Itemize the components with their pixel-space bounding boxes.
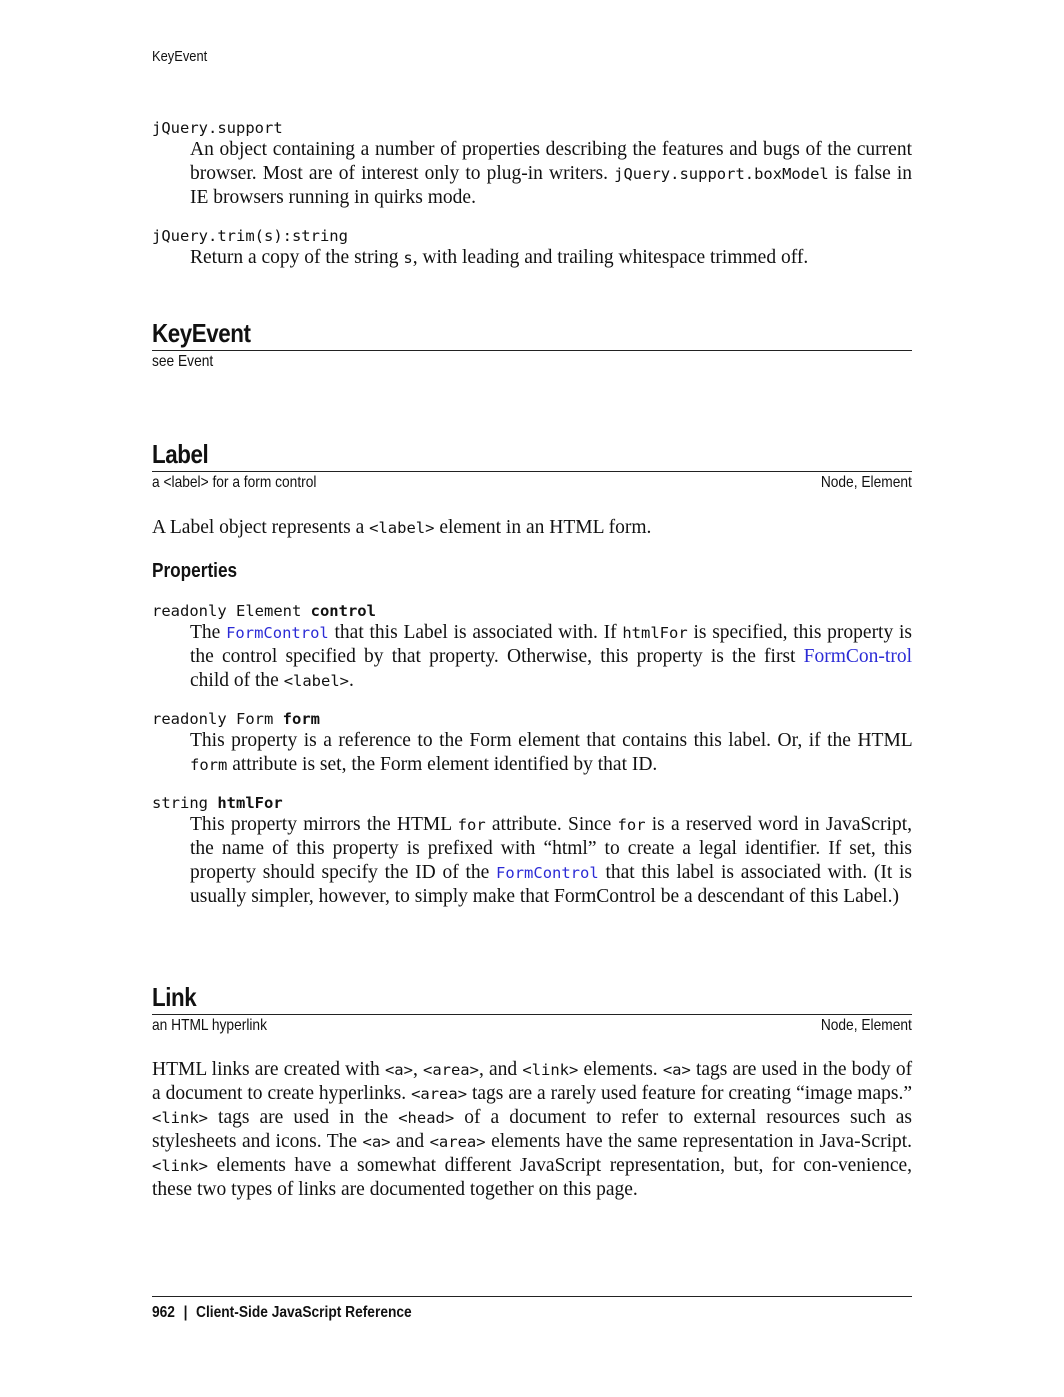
property-form [152, 709, 912, 777]
term-jquery-support: jQuery.support [152, 119, 283, 137]
formcontrol-link[interactable]: FormControl [496, 864, 599, 882]
section-subtitle: see Event [152, 353, 214, 370]
section-title-link: Link [152, 982, 197, 1012]
property-htmlfor [152, 793, 912, 909]
footer-separator: | [183, 1304, 188, 1321]
property-definition: This property mirrors the HTML for attribute. Since for is a reserved word in JavaScript, the name of this property is prefixed with “html” to create a legal identifier. If set, this property should specify the ID of the FormControl that this label is associated with. (It is usually simpler, however, to simply make that FormControl be a descendant of this Label.) [190, 814, 913, 907]
book-section: Client-Side JavaScript Reference [196, 1304, 412, 1321]
section-title-label: Label [152, 439, 209, 469]
footer-rule [152, 1296, 912, 1297]
definition-jquery-trim: Return a copy of the string s, with leading and trailing whitespace trimmed off. [190, 247, 809, 268]
footer-text [152, 1304, 412, 1322]
jquery-trim-entry [152, 226, 912, 270]
formcontrol-link[interactable]: FormCon-trol [803, 646, 913, 667]
properties-heading: Properties [152, 560, 238, 582]
keyevent-section [152, 318, 912, 373]
section-subtitle: a <label> for a form control [152, 474, 317, 491]
section-title-keyevent: KeyEvent [152, 318, 251, 348]
page-number: 962 [152, 1304, 175, 1321]
property-term: readonly Element control [152, 602, 376, 620]
formcontrol-link[interactable]: FormControl [226, 624, 329, 642]
section-inherits: Node, Element [820, 474, 912, 491]
section-subtitle-row [152, 351, 912, 373]
property-definition: This property is a reference to the Form element that contains this label. Or, if the HTML form attribute is set, the Form element identified by that ID. [190, 730, 912, 775]
property-definition: The FormControl that this Label is associated with. If htmlFor is specified, this property is the control specified by that property. Otherwise, this property is the first FormCon-trol child of the <label>. [190, 622, 913, 691]
property-control [152, 601, 912, 693]
section-subtitle-row [152, 472, 912, 494]
link-description: HTML links are created with <a>, <area>, and <link> elements. <a> tags are used in the body of a document to create hyperlinks. <area> tags are a rarely used feature for creating “image maps.” <link> tags are used in the <head> of a document to refer to external resources such as stylesheets and icons. The <a> and <area> elements have the same representation in Java-Script. <link> elements have a somewhat different JavaScript representation, but, for con-venience, these two types of links are documented together on this page. [152, 1059, 913, 1200]
section-inherits: Node, Element [820, 1017, 912, 1034]
section-subtitle: an HTML hyperlink [152, 1017, 267, 1034]
running-head: KeyEvent [152, 48, 208, 65]
link-section [152, 982, 912, 1037]
section-subtitle-row [152, 1015, 912, 1037]
label-intro: A Label object represents a <label> element in an HTML form. [152, 517, 652, 538]
definition-jquery-support: An object containing a number of properties describing the features and bugs of the current browser. Most are of interest only to plug-in writers. jQuery.support.boxModel is false in IE browsers running in quirks mode. [190, 139, 913, 208]
term-jquery-trim: jQuery.trim(s):string [152, 227, 348, 245]
label-section [152, 439, 912, 494]
jquery-support-entry [152, 118, 912, 210]
page-footer [152, 1296, 912, 1322]
property-term: readonly Form form [152, 710, 320, 728]
property-term: string htmlFor [152, 794, 283, 812]
